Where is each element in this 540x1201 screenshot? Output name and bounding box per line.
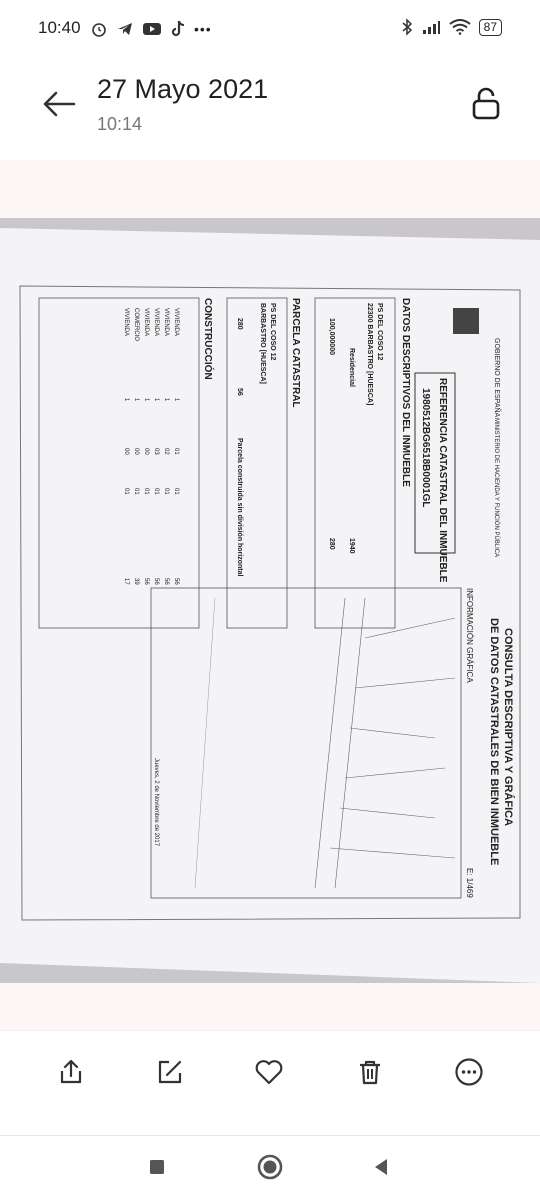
telegram-icon — [116, 20, 134, 38]
recents-button[interactable] — [142, 1152, 172, 1182]
parcela-note: Parcela construida sin división horizontal — [236, 438, 243, 577]
construccion-cell-dest: VIVIENDA — [143, 308, 149, 337]
construccion-cell-pl: 02 — [163, 448, 169, 455]
home-circle-icon — [256, 1153, 284, 1181]
address-line-2: 22300 BARBASTRO [HUESCA] — [366, 303, 373, 406]
edit-icon — [156, 1058, 184, 1086]
back-button[interactable] — [40, 88, 78, 120]
bluetooth-icon — [401, 18, 413, 36]
more-notifications-dots: ••• — [194, 21, 212, 37]
parcela-surface-1: 280 — [236, 318, 243, 330]
ministry-label-2: MINISTERIO DE HACIENDA Y FUNCIÓN PÚBLICA — [493, 418, 499, 558]
construccion-cell-esc: 1 — [143, 398, 149, 402]
construccion-cell-pl: 00 — [133, 448, 139, 455]
info-grafica-label: INFORMACIÓN GRÁFICA — [465, 588, 474, 683]
system-icons — [401, 18, 502, 36]
parcela-title: PARCELA CATASTRAL — [290, 298, 301, 408]
heart-icon — [254, 1058, 284, 1086]
alarm-icon — [90, 20, 108, 38]
construccion-cell-esc: 1 — [173, 398, 179, 402]
construccion-cell-sup: 56 — [173, 578, 179, 585]
scale-label: E: 1/469 — [465, 868, 474, 898]
construccion-cell-esc: 1 — [163, 398, 169, 402]
construccion-cell-sup: 56 — [153, 578, 159, 585]
wifi-icon — [449, 19, 471, 35]
youtube-icon — [142, 21, 162, 37]
construccion-cell-dest: VIVIENDA — [163, 308, 169, 337]
construccion-cell-sup: 56 — [143, 578, 149, 585]
construccion-cell-pt: 01 — [153, 488, 159, 495]
edit-button[interactable] — [150, 1052, 190, 1092]
document-photo[interactable] — [0, 218, 540, 983]
page-title: 27 Mayo 2021 — [97, 74, 269, 104]
participation-value: 100,000000 — [328, 318, 335, 355]
share-button[interactable] — [51, 1052, 91, 1092]
construccion-cell-pl: 01 — [173, 448, 179, 455]
construccion-title: CONSTRUCCIÓN — [202, 298, 213, 380]
notification-icons — [90, 20, 212, 38]
home-button[interactable] — [255, 1152, 285, 1182]
status-time: 10:40 — [38, 18, 81, 37]
datos-title: DATOS DESCRIPTIVOS DEL INMUEBLE — [400, 298, 411, 487]
date-line: Jueves, 2 de Noviembre de 2017 — [153, 758, 159, 847]
consulta-title-1: CONSULTA DESCRIPTIVA Y GRÁFICA — [502, 628, 514, 827]
construccion-cell-pl: 00 — [123, 448, 129, 455]
favorite-button[interactable] — [249, 1052, 289, 1092]
delete-button[interactable] — [350, 1052, 390, 1092]
construccion-cell-pt: 01 — [133, 488, 139, 495]
signal-icon — [421, 19, 441, 35]
parcela-address-2: BARBASTRO [HUESCA] — [259, 303, 266, 384]
battery-indicator: 87 — [479, 19, 502, 36]
construccion-cell-dest: COMERCIO — [133, 308, 139, 341]
ref-code: 1980512BG6518B0001GL — [420, 388, 431, 508]
share-icon — [57, 1058, 85, 1086]
arrow-left-icon — [40, 88, 78, 120]
construccion-cell-dest: VIVIENDA — [153, 308, 159, 337]
construccion-cell-esc: 1 — [153, 398, 159, 402]
construccion-cell-pl: 00 — [143, 448, 149, 455]
construccion-cell-pt: 01 — [143, 488, 149, 495]
document-photo-svg — [0, 218, 540, 983]
more-button[interactable] — [449, 1052, 489, 1092]
uso-value: Residencial — [348, 348, 355, 387]
construccion-cell-pt: 01 — [173, 488, 179, 495]
construccion-cell-esc: 1 — [123, 398, 129, 402]
more-icon — [454, 1057, 484, 1087]
construccion-cell-pt: 01 — [163, 488, 169, 495]
status-bar — [0, 0, 540, 60]
year-value: 1940 — [348, 538, 355, 554]
ref-title: REFERENCIA CATASTRAL DEL INMUEBLE — [437, 378, 448, 583]
consulta-title-2: DE DATOS CATASTRALES DE BIEN INMUEBLE — [488, 618, 500, 866]
square-icon — [148, 1158, 166, 1176]
surface-value: 280 — [328, 538, 335, 550]
construccion-cell-sup: 56 — [163, 578, 169, 585]
construccion-cell-pl: 03 — [153, 448, 159, 455]
trash-icon — [356, 1058, 384, 1086]
page-subtitle-time: 10:14 — [97, 114, 143, 134]
construccion-cell-sup: 39 — [133, 578, 139, 585]
ministry-label: GOBIERNO DE ESPAÑA — [493, 338, 500, 418]
parcela-surface-2: 56 — [236, 388, 243, 396]
address-line-1: PS DEL COSO 12 — [376, 303, 383, 361]
construccion-cell-sup: 17 — [123, 578, 129, 585]
tiktok-icon — [170, 20, 186, 38]
parcela-address-1: PS DEL COSO 12 — [269, 303, 276, 361]
header-bar — [0, 60, 540, 160]
construccion-cell-dest: VIVIENDA — [123, 308, 129, 337]
lock-icon — [468, 86, 504, 122]
construccion-cell-pt: 01 — [123, 488, 129, 495]
nav-back-button[interactable] — [366, 1152, 396, 1182]
back-triangle-icon — [371, 1157, 391, 1177]
construccion-cell-esc: 1 — [133, 398, 139, 402]
lock-button[interactable] — [468, 86, 504, 122]
construccion-cell-dest: VIVIENDA — [173, 308, 179, 337]
